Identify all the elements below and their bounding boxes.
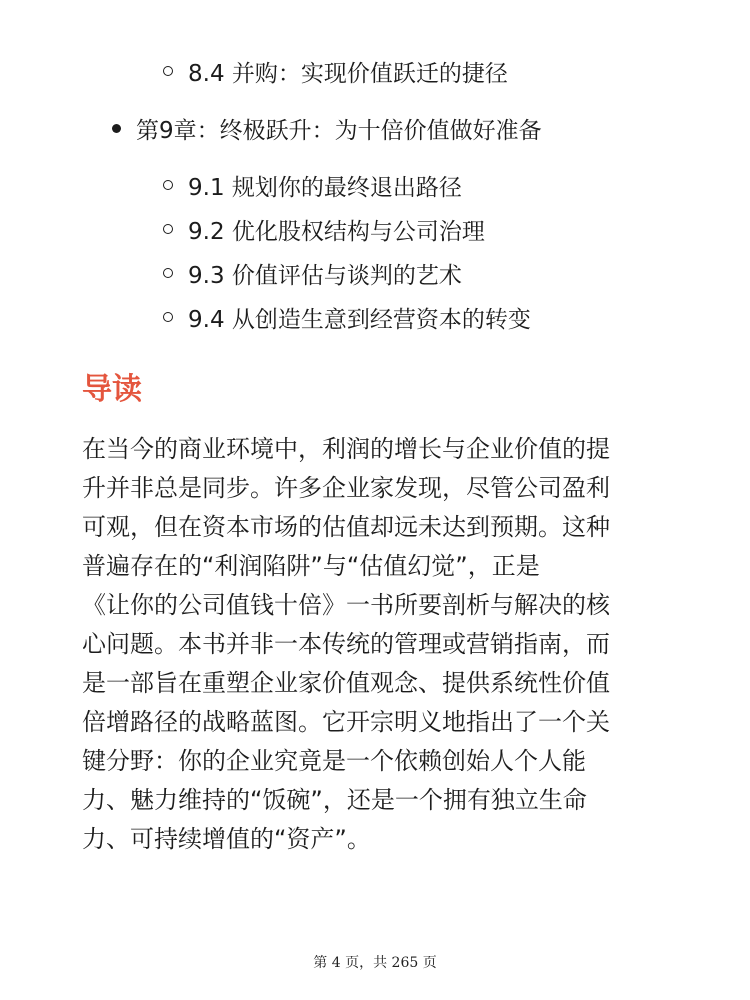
outline-item-label: 9.3 价值评估与谈判的艺术 [188, 262, 462, 289]
solid-bullet-icon [112, 124, 121, 133]
hollow-bullet-icon [163, 268, 173, 278]
body-text-line: 《让你的公司值钱十倍》一书所要剖析与解决的核 [82, 591, 610, 619]
outline-chapter-label: 第9章：终极跃升：为十倍价值做好准备 [136, 117, 542, 144]
section-heading: 导读 [82, 372, 142, 407]
body-text-line: 键分野：你的企业究竟是一个依赖创始人个人能 [82, 747, 586, 775]
body-text-line: 倍增路径的战略蓝图。它开宗明义地指出了一个关 [82, 708, 610, 736]
outline-item-label: 9.1 规划你的最终退出路径 [188, 174, 462, 201]
body-text-line: 力、可持续增值的“资产”。 [82, 825, 371, 853]
outline-item-9-3 [163, 256, 462, 290]
hollow-bullet-icon [163, 312, 173, 322]
outline-item-9-1 [163, 168, 462, 202]
hollow-bullet-icon [163, 224, 173, 234]
hollow-bullet-icon [163, 180, 173, 190]
body-text-line: 可观，但在资本市场的估值却远未达到预期。这种 [82, 513, 610, 541]
body-text-line: 在当今的商业环境中，利润的增长与企业价值的提 [82, 435, 610, 463]
page-number-footer: 第 4 页，共 265 页 [313, 955, 437, 971]
outline-item-8-4 [163, 54, 508, 88]
outline-chapter-9 [112, 110, 542, 146]
outline-item-9-4 [163, 300, 531, 334]
body-text-line: 升并非总是同步。许多企业家发现，尽管公司盈利 [82, 474, 610, 502]
hollow-bullet-icon [163, 66, 173, 76]
outline-item-label: 8.4 并购：实现价值跃迁的捷径 [188, 60, 508, 87]
outline-item-label: 9.4 从创造生意到经营资本的转变 [188, 306, 531, 333]
body-text-line: 普遍存在的“利润陷阱”与“估值幻觉”，正是 [82, 552, 540, 580]
body-text-line: 是一部旨在重塑企业家价值观念、提供系统性价值 [82, 669, 610, 697]
outline-item-9-2 [163, 212, 485, 246]
body-text-line: 力、魅力维持的“饭碗”，还是一个拥有独立生命 [82, 786, 587, 814]
outline-item-label: 9.2 优化股权结构与公司治理 [188, 218, 485, 245]
body-text-line: 心问题。本书并非一本传统的管理或营销指南，而 [82, 630, 610, 658]
